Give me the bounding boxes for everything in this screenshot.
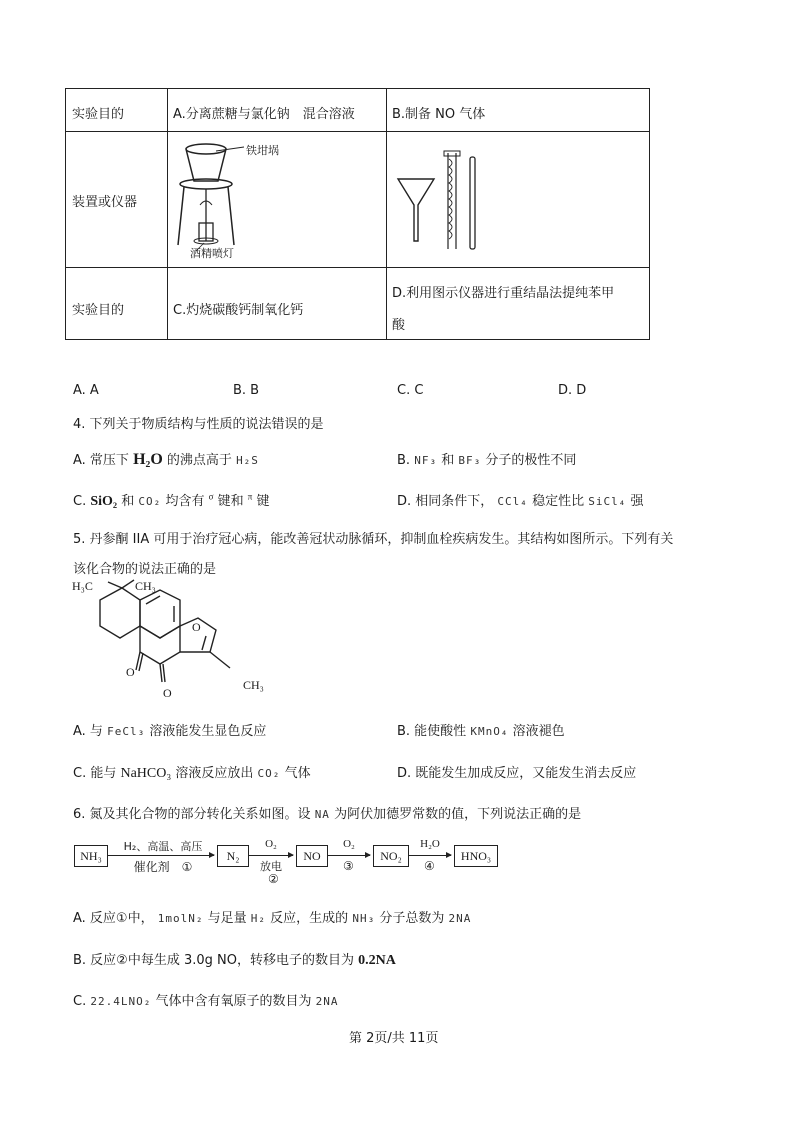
q3-option-d: D. D (558, 383, 587, 398)
q4-a-mid: 的沸点高于 (166, 453, 232, 468)
q5-option-a (73, 720, 266, 739)
flow-arrow-2 (249, 855, 293, 856)
q5-c-mid: 溶液反应放出 (175, 766, 254, 781)
formula-kmno4: KMnO₄ (470, 725, 509, 738)
struct-label-ch3-bottom: CH₃ (243, 678, 264, 692)
q4-c-and: 和 (121, 494, 135, 509)
q5-c-prefix: C. 能与 (73, 766, 117, 781)
flow-box-n2: N₂ (217, 845, 249, 867)
pi-symbol: π (247, 491, 253, 502)
q4-option-c (73, 490, 269, 510)
struct-label-o1: O (126, 665, 135, 679)
formula-nahco3: NaHCO₃ (120, 766, 172, 781)
q6-option-c (73, 990, 339, 1009)
formula-bf3: BF₃ (458, 454, 482, 467)
q6-a-mid3: 分子总数为 (379, 911, 445, 926)
flow-arrow-1 (108, 855, 214, 856)
q5-a-prefix: A. 与 (73, 724, 103, 739)
table-r3-label: 实验目的 (72, 303, 125, 318)
apparatus-table (65, 88, 650, 340)
q4-a-prefix: A. 常压下 (73, 453, 129, 468)
q4-d-end: 强 (630, 494, 644, 509)
formula-2na-c: 2NA (315, 995, 339, 1008)
q4-option-a (73, 449, 259, 469)
flow-arrow2-top: O₂ (265, 838, 277, 850)
formula-nf3: NF₃ (414, 454, 438, 467)
q6-stem-suffix: 为阿伏加德罗常数的值，下列说法正确的是 (334, 807, 582, 822)
flow-box-hno3: HNO₃ (454, 845, 498, 867)
q4-b-prefix: B. (397, 453, 411, 468)
table-r1-option-b: B.制备 NO 气体 (392, 107, 486, 122)
q3-option-c: C. C (397, 383, 424, 398)
flow-box-no2: NO₂ (373, 845, 409, 867)
flow-arrow1-top: H₂、高温、高压 (123, 840, 203, 853)
q5-stem-line1: 5. 丹参酮 IIA 可用于治疗冠心病，能改善冠状动脉循环，抑制血栓疾病发生。其结构如图所示。下列有关 (73, 532, 674, 547)
q6-a-mid2: 反应，生成的 (270, 911, 349, 926)
q5-a-suffix: 溶液能发生显色反应 (149, 724, 267, 739)
q6-option-b (73, 949, 396, 969)
q4-c-prefix: C. (73, 494, 87, 509)
flow-arrow-4 (409, 855, 451, 856)
table-row-divider (66, 131, 649, 132)
q4-option-b (397, 449, 576, 468)
table-r2-label: 装置或仪器 (72, 195, 138, 210)
q5-option-d: D. 既能发生加成反应，又能发生消去反应 (397, 766, 637, 781)
q6-stem-prefix: 6. 氮及其化合物的部分转化关系如图。设 (73, 807, 311, 822)
table-col-divider (386, 89, 387, 339)
flow-arrow4-top: H₂O (420, 838, 440, 850)
q5-option-c (73, 762, 311, 782)
q6-c-prefix: C. (73, 994, 87, 1009)
formula-h2: H₂ (250, 912, 267, 925)
lamp-label: 酒精喷灯 (190, 247, 234, 260)
q4-c-mid: 均含有 (165, 494, 205, 509)
formula-nh3: NH₃ (352, 912, 376, 925)
table-row-divider (66, 267, 649, 268)
q4-c-mid2: 键和 (217, 494, 244, 509)
q3-option-b: B. B (233, 383, 260, 398)
table-r3-option-c: C.灼烧碳酸钙制氧化钙 (173, 303, 304, 318)
formula-ccl4: CCl₄ (497, 495, 528, 508)
flow-arrow2-num: ② (268, 872, 279, 886)
flow-arrow2-bottom: 放电 (260, 860, 282, 873)
q4-b-suffix: 分子的极性不同 (485, 453, 577, 468)
q5-stem-line2: 该化合物的说法正确的是 (73, 562, 217, 577)
formula-sio2: SiO₂ (90, 494, 118, 509)
q5-b-prefix: B. 能使酸性 (397, 724, 467, 739)
q4-stem: 4. 下列关于物质结构与性质的说法错误的是 (73, 417, 324, 432)
table-r1-label: 实验目的 (72, 107, 125, 122)
q4-d-mid: 稳定性比 (532, 494, 585, 509)
q4-d-prefix: D. 相同条件下， (397, 494, 494, 509)
struct-label-o-ring: O (192, 620, 201, 634)
flow-arrow4-num: ④ (424, 859, 435, 873)
q5-option-b (397, 720, 565, 739)
formula-h2s: H₂S (236, 454, 259, 467)
struct-label-o2: O (163, 686, 172, 700)
q6-a-prefix: A. 反应①中， (73, 911, 154, 926)
flow-arrow3-num: ③ (343, 859, 354, 873)
q4-b-and: 和 (441, 453, 455, 468)
flow-box-no: NO (296, 845, 328, 867)
struct-label-h3c: H₃C (72, 579, 93, 593)
q6-option-a (73, 907, 471, 926)
formula-fecl3: FeCl₃ (107, 725, 146, 738)
q6-stem (73, 803, 581, 822)
table-r1-option-a: A.分离蔗糖与氯化钠 混合溶液 (173, 107, 355, 122)
q6-c-mid: 气体中含有氧原子的数目为 (155, 994, 312, 1009)
page-footer: 第 2页/共 11页 (349, 1031, 439, 1046)
q6-a-mid: 与足量 (207, 911, 247, 926)
formula-co2-q5: CO₂ (257, 767, 281, 780)
formula-2na: 2NA (448, 912, 472, 925)
q5-c-suffix: 气体 (284, 766, 311, 781)
flow-arrow-3 (328, 855, 370, 856)
glassware-image (396, 149, 496, 254)
formula-22-4lno2: 22.4LNO₂ (90, 995, 152, 1008)
table-r3-option-d-line1: D.利用图示仪器进行重结晶法提纯苯甲 (392, 286, 615, 301)
formula-h2o: H₂O (133, 451, 163, 468)
flow-box-nh3: NH₃ (74, 845, 108, 867)
q4-option-d (397, 490, 644, 509)
q3-option-a: A. A (73, 383, 99, 398)
formula-sicl4: SiCl₄ (588, 495, 627, 508)
formula-co2: CO₂ (138, 495, 162, 508)
q4-c-end: 键 (256, 494, 270, 509)
sigma-symbol: σ (208, 491, 214, 502)
table-r3-option-d-line2: 酸 (392, 318, 406, 333)
q6-b-prefix: B. 反应②中每生成 3.0g NO，转移电子的数目为 (73, 953, 354, 968)
formula-0-2na: 0.2NA (358, 953, 396, 968)
symbol-na: NA (314, 808, 330, 821)
crucible-label: 铁坩埚 (246, 144, 279, 157)
flow-arrow1-bottom: 催化剂 ① (133, 860, 193, 874)
table-col-divider (167, 89, 168, 339)
flow-arrow3-top: O₂ (343, 838, 355, 850)
formula-1moln2: 1molN₂ (157, 912, 204, 925)
struct-label-ch3-top: CH₃ (135, 579, 156, 593)
q5-b-suffix: 溶液褪色 (512, 724, 565, 739)
